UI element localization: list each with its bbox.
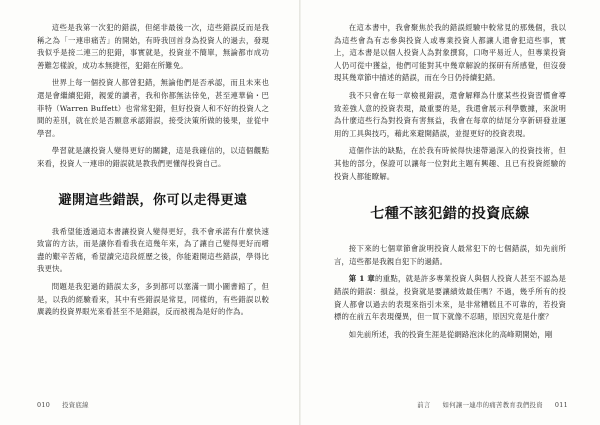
right-page-number: 011 <box>554 401 568 409</box>
right-footer <box>417 400 568 409</box>
left-paragraph-2: 世界上每一個投資人都曾犯錯，無論他們是否承認，而且未來也還是會繼續犯錯，親愛的讀者，我和你都無法倖免，甚至連華倫・巴菲特（Warren Buffett）也常常犯錯，但好投資人和不好的投資人之間的差別，就在於是否願意承認錯誤，接受決策所做的後果，並從中學習。 <box>37 78 269 138</box>
preface-label: 前言 <box>417 401 431 409</box>
left-paragraph-4: 我希望能透過這本書讓投資人變得更好，我不會承諾有什麼快速致富的方法，而是讓你看看我在這幾年來，為了讓自己變得更好而嚐盡的艱辛苦痛，希望讀完這段經歷之後，你能避開這些錯誤，學得比我更快。 <box>37 226 269 274</box>
left-paragraph-5: 問題是我犯過的錯誤太多，多到都可以塞滿一間小圖書館了，但是，以我的經驗看來，其中有些錯誤是常見，同樣的，有些錯誤以較廣義的投資界眼光來看甚至不是錯誤，反而被視為是好的作為。 <box>37 281 269 317</box>
right-section-heading: 七種不該犯錯的投資底線 <box>370 206 530 223</box>
right-running-title: 如何讓一連串的痛苦教育我們投資 <box>442 401 543 409</box>
right-paragraph-4: 接下來的七個章節會說明投資人最常犯下的七個錯誤，如先前所言，這些都是我親自犯下的過錯。 <box>334 244 566 266</box>
right-paragraph-5 <box>334 273 566 323</box>
right-paragraph-1: 在這本書中，我會聚焦於我的錯誤經驗中較常見的那幾個，我以為這些會為有志參與投資人或專業投資人都讓人還會犯這些事，實上，這本書是以個人投資人為對象撰寫，口吻平易近人，但專業投資人仍可從中獲益，他們可能對其中幾章解說的探研有所感覺，但沒發現其幾章節中描述的錯誤，而在今日仍持續犯錯。 <box>334 23 566 83</box>
left-section-heading: 避開這些錯誤，你可以走得更遠 <box>58 192 248 208</box>
right-paragraph-3: 這個作法的缺點，在於我有時候得快速帶過深入的投資技術，但其他的部分，保證可以讓每一位對此主題有興趣、且已有投資經驗的投資人都能瞭解。 <box>334 146 566 181</box>
left-footer <box>37 400 89 409</box>
right-paragraph-5-text: 的重點，就是許多專業投資人與個人投資人甚至不認為是錯誤的錯誤：損益，投資就是要讓績效最佳嗎？不過，幾乎所有的投資人都會以過去的表現來指引未來，是非常糟糕且不可靠的，若投資標的在前五年表現優異，但一買下就像不忍睹，原因究竟是什麼？ <box>334 274 566 322</box>
left-paragraph-3: 學習就是讓投資人變得更好的關鍵，這是我確信的，以這個觀點來看，投資人一連串的錯誤就是教我們更懂得投資自己。 <box>37 146 269 168</box>
chapter-label: 第 1 章 <box>348 274 376 284</box>
right-page <box>334 22 566 394</box>
left-running-title: 投資底線 <box>62 401 89 409</box>
left-page-number: 010 <box>37 401 51 409</box>
book-gutter <box>299 0 301 425</box>
left-page <box>37 22 269 394</box>
right-paragraph-6: 如先前所述，我的投資生涯是從網路泡沫化的高峰期開始，剛 <box>348 329 553 339</box>
left-paragraph-1: 這些是我第一次犯的錯誤，但絕非最後一次，這些錯誤反而是我稱之為「一連串痛苦」的開始，有時我回首身為投資人的過去，發現我似乎是接二連三的犯錯，事實就是，投資並不簡單，無論都市成功善難怎樣說，成功本無捷徑，犯錯在所難免。 <box>37 23 269 70</box>
right-paragraph-2: 我不只會在每一章檢視錯誤，還會解釋為什麼某些投資習慣會導致差強人意的投資表現，最重要的是，我還會展示利學數據，來說明為什麼這些行為對投資有害無益，我會在每章的結尾分享新研發並運用的工具與技巧，藉此來避開錯誤，並提更好的投資表現。 <box>334 90 566 138</box>
